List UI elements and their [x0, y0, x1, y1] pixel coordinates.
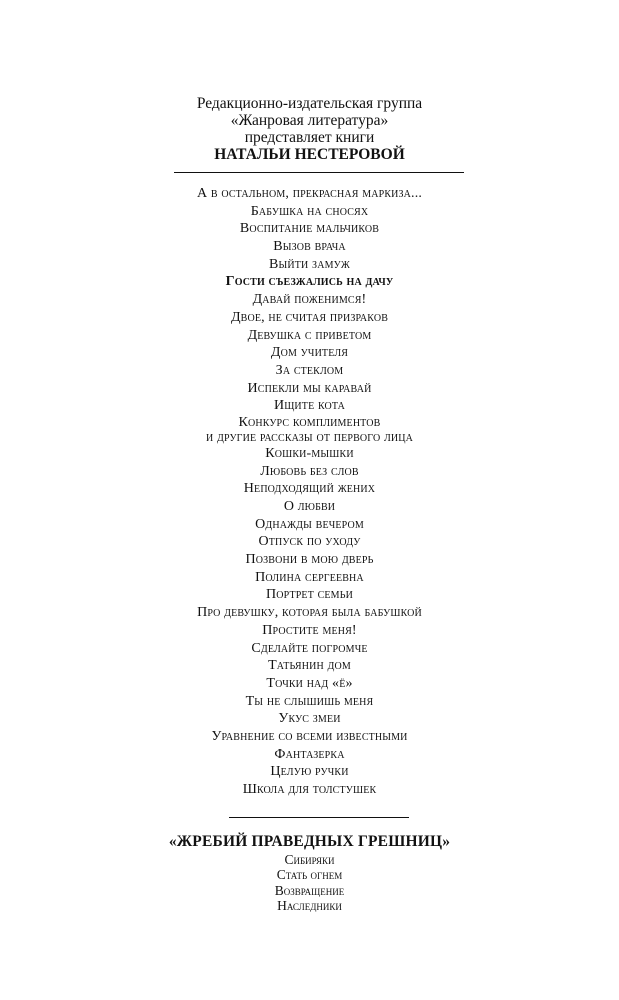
book-title: Выйти замуж [269, 256, 350, 272]
series-book-title: Возвращение [274, 882, 345, 898]
publisher-header [0, 95, 619, 163]
divider-top [174, 172, 464, 173]
author-name: НАТАЛЬИ НЕСТЕРОВОЙ [214, 146, 405, 163]
book-title: Точки над «ё» [266, 675, 353, 691]
book-title: Простите меня! [262, 622, 357, 638]
series-book-title: Сибиряки [284, 852, 335, 867]
book-title: Портрет семьи [266, 587, 353, 603]
book-titles-list [0, 185, 619, 799]
book-title: Укус змеи [278, 711, 341, 727]
book-title: О любви [283, 499, 336, 514]
book-title: Полина сергеевна [255, 569, 364, 585]
book-title: Дом учителя [270, 345, 349, 361]
book-title: Школа для толстушек [242, 782, 377, 797]
publisher-group-line: Редакционно-издательская группа [196, 95, 423, 112]
presents-line: представляет книги [244, 129, 375, 146]
book-title: Испекли мы каравай [247, 380, 372, 396]
book-title: Кошки-мышки [265, 445, 354, 461]
divider-bottom [229, 817, 409, 818]
book-title: Целую ручки [270, 764, 349, 780]
book-title: Вызов врача [273, 239, 346, 255]
book-title: Отпуск по уходу [258, 534, 361, 550]
book-title: Позвони в мою дверь [245, 552, 374, 568]
book-title: Татьянин дом [268, 658, 351, 674]
book-title: Про девушку, которая была бабушкой [197, 605, 422, 621]
book-title: Сделайте погромче [251, 640, 368, 656]
book-title: За стеклом [275, 362, 344, 378]
book-title: Фантазерка [274, 746, 345, 762]
series-books-list [0, 852, 619, 913]
book-title-line2: и другие рассказы от первого лица [205, 429, 414, 445]
book-title: Неподходящий жених [243, 481, 376, 497]
book-title-line1: Конкурс комплиментов [238, 414, 381, 430]
book-title: Однажды вечером [255, 516, 364, 532]
publisher-genre-line: «Жанровая литература» [230, 112, 389, 129]
book-title: Уравнение со всеми известными [211, 728, 408, 744]
book-title: Девушка с приветом [247, 327, 372, 343]
series-title: «ЖРЕБИЙ ПРАВЕДНЫХ ГРЕШНИЦ» [168, 833, 451, 850]
book-title: А в остальном, прекрасная маркиза... [196, 186, 423, 201]
book-title: Давай поженимся! [252, 292, 367, 308]
book-title: Двое, не считая призраков [230, 309, 389, 325]
book-title: Воспитание мальчиков [239, 221, 380, 237]
book-title-multiline [0, 415, 619, 445]
book-title: Бабушка на сносях [250, 203, 369, 219]
book-title: Ищите кота [273, 398, 346, 414]
series-section [0, 832, 619, 913]
book-title-highlighted: Гости съезжались на дачу [225, 274, 394, 290]
series-book-title: Стать огнем [276, 867, 343, 883]
book-title: Ты не слышишь меня [245, 693, 374, 709]
book-title: Любовь без слов [260, 463, 359, 479]
series-book-title: Наследники [277, 897, 342, 913]
